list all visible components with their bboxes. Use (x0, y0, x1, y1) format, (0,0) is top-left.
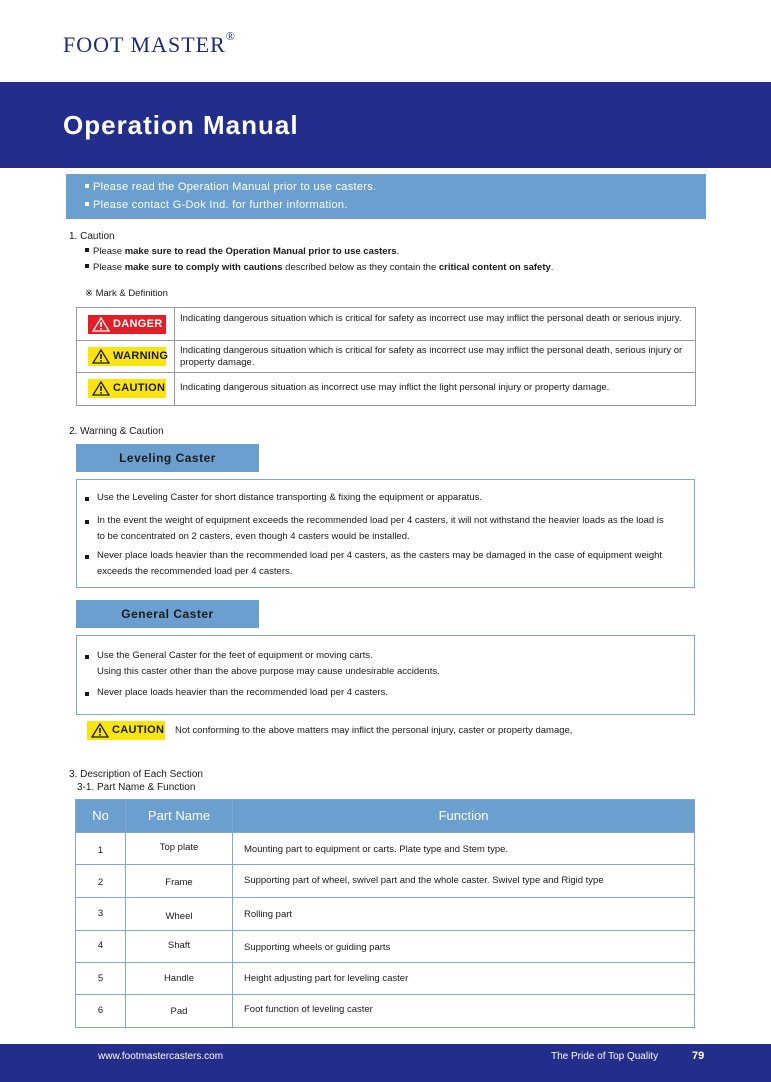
notice-item: Please contact G-Dok Ind. for further information. (85, 199, 348, 211)
caution-definition: Indicating dangerous situation as incorrect use may inflict the light personal injury or property damage. (180, 382, 610, 393)
table-cell-function: Supporting wheels or guiding parts (244, 942, 391, 953)
general-caster-tab: General Caster (76, 600, 259, 628)
warning-triangle-icon (91, 723, 109, 738)
list-item: Use the Leveling Caster for short distance transporting & fixing the equipment or apparatus. (97, 490, 667, 506)
section-heading-caution: 1. Caution (69, 231, 115, 242)
warning-triangle-icon (92, 317, 110, 332)
mark-definition-heading: ※ Mark & Definition (85, 288, 168, 299)
section-heading-description: 3. Description of Each Section (69, 769, 203, 780)
warning-definition: Indicating dangerous situation which is critical for safety as incorrect use may inflict the personal death, serious injury or property damage. (180, 345, 683, 368)
warning-triangle-icon (92, 381, 110, 396)
table-cell-function: Mounting part to equipment or carts. Plate type and Stem type. (244, 844, 509, 855)
footer-url[interactable]: www.footmastercasters.com (98, 1051, 224, 1062)
table-cell-function: Foot function of leveling caster (244, 1004, 373, 1015)
caution-bullet: Please make sure to read the Operation Manual prior to use casters. (85, 246, 399, 257)
table-cell-no: 4 (97, 940, 104, 951)
caution-note: Not conforming to the above matters may inflict the personal injury, caster or property damage, (175, 725, 573, 736)
page-number: 79 (692, 1050, 705, 1062)
column-header-function: Function (233, 800, 694, 832)
footer-bar (0, 1044, 771, 1082)
table-cell-part: Shaft (167, 940, 191, 951)
list-item: In the event the weight of equipment exceeds the recommended load per 4 casters, it will not withstand the heavier loads as the load is to be concentrated on 2 casters, even though 4 casters would be installed. (97, 513, 667, 545)
danger-badge: DANGER (88, 315, 166, 334)
table-cell-no: 3 (97, 908, 104, 919)
footer-slogan: The Pride of Top Quality (551, 1051, 659, 1062)
list-item: Never place loads heavier than the recommended load per 4 casters, as the casters may be damaged in the case of equipment weight exceeds the recommended load per 4 casters. (97, 548, 667, 580)
list-item-continuation: Using this caster other than the above purpose may cause undesirable accidents. (97, 666, 440, 677)
table-cell-function: Rolling part (244, 909, 293, 920)
leveling-caster-box (76, 479, 695, 588)
table-cell-part: Pad (170, 1006, 188, 1017)
mark-row-danger (77, 308, 695, 341)
subsection-heading: 3-1. Part Name & Function (77, 782, 196, 793)
table-cell-part: Handle (163, 973, 195, 984)
table-cell-part: Top plate (159, 842, 199, 853)
table-cell-part: Frame (165, 877, 193, 888)
notice-item: Please read the Operation Manual prior to use casters. (85, 181, 376, 193)
warning-badge: WARNING (88, 347, 166, 366)
table-cell-no: 2 (97, 877, 104, 888)
page-title: Operation Manual (63, 110, 299, 140)
caution-badge: CAUTION (87, 721, 165, 740)
leveling-caster-tab: Leveling Caster (76, 444, 259, 472)
column-header-no: No (76, 800, 125, 832)
mark-definition-table (76, 307, 696, 406)
warning-triangle-icon (92, 349, 110, 364)
general-caster-box (76, 635, 695, 715)
table-cell-part: Wheel (165, 911, 193, 922)
table-cell-no: 5 (97, 973, 104, 984)
table-cell-no: 6 (97, 1005, 104, 1016)
mark-row-caution (77, 372, 695, 405)
danger-definition: Indicating dangerous situation which is critical for safety as incorrect use may inflict the personal death or serious injury. (180, 313, 682, 324)
part-function-table (75, 799, 695, 1028)
list-item: Never place loads heavier than the recommended load per 4 casters. (97, 685, 667, 701)
table-cell-function: Supporting part of wheel, swivel part and the whole caster. Swivel type and Rigid type (244, 875, 604, 886)
caution-badge: CAUTION (88, 379, 166, 398)
list-item: Use the General Caster for the feet of equipment or moving carts. (97, 648, 667, 664)
section-heading-warning: 2. Warning & Caution (69, 426, 164, 437)
table-cell-no: 1 (97, 845, 104, 856)
column-header-part: Part Name (126, 800, 232, 832)
brand-logo: FOOT MASTER® (63, 28, 236, 57)
table-cell-function: Height adjusting part for leveling caster (244, 973, 409, 984)
caution-bullet: Please make sure to comply with cautions described below as they contain the critical content on safety. (85, 262, 553, 273)
mark-row-warning (77, 340, 695, 373)
